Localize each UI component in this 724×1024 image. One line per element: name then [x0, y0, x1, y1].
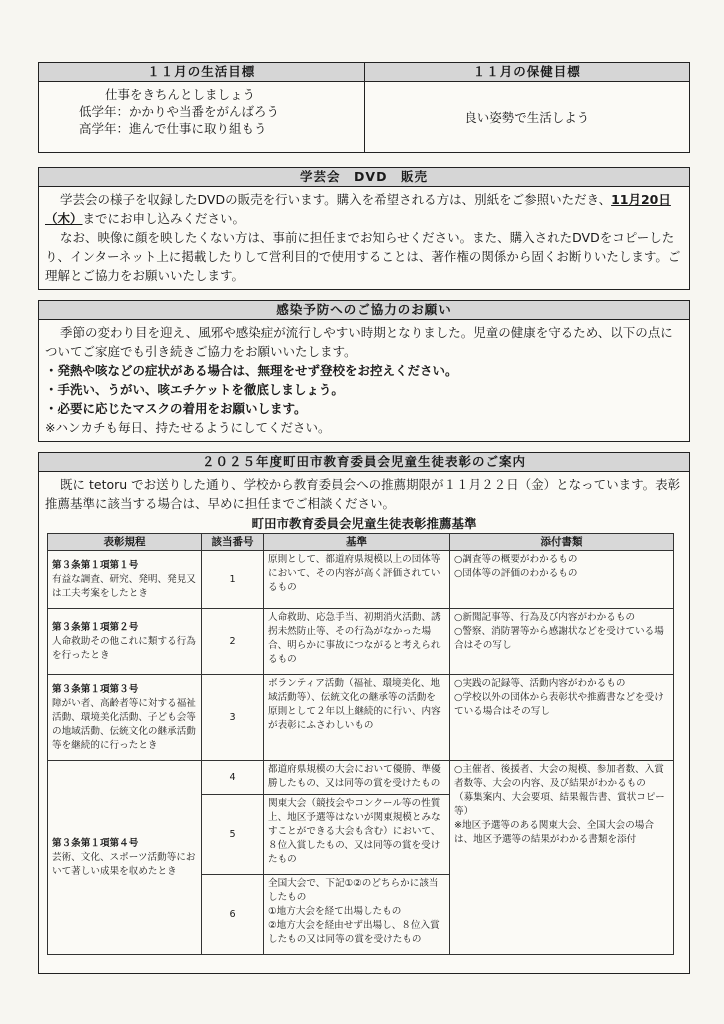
number-cell: 5: [202, 795, 264, 875]
regulation-body: 障がい者、高齢者等に対する福祉活動、環境美化活動、子ども会等の地域活動、伝統文化の継承活動等を継続的に行ったとき: [52, 697, 196, 751]
regulation-cell: [48, 761, 202, 955]
criteria-cell: 原則として、都道府県規模以上の団体等において、その内容が高く評価されているもの: [264, 551, 450, 609]
criteria-cell: ボランティア活動（福祉、環境美化、地域活動等）、伝統文化の継承等の活動を原則として２年以上継続的に行い、内容が表彰にふさわしいもの: [264, 675, 450, 761]
criteria-cell: 関東大会（競技会やコンクール等の性質上、地区予選等はないが関東規模とみなすことができる大会も含む）において、８位入賞したもの、又は同等の賞を受けたもの: [264, 795, 450, 875]
regulation-body: 有益な調査、研究、発明、発見又は工夫考案をしたとき: [52, 573, 196, 599]
dvd-sale-box: [38, 167, 690, 290]
attachment-item: ○調査等の概要がわかるもの: [454, 554, 578, 565]
attachment-item: ○実践の記録等、活動内容がわかるもの: [454, 678, 626, 689]
dvd-paragraph-2: なお、映像に顔を映したくない方は、事前に担任までお知らせください。また、購入されたDVDをコピーしたり、インターネット上に掲載したりして営利目的で使用することは、著作権の関係から固くお断りいたします。ご理解とご協力をお願いいたします。: [45, 230, 681, 283]
dvd-paragraph-1: [45, 190, 683, 228]
regulation-head: 第３条第１項第３号: [52, 683, 139, 695]
dvd-text-end: までにお申し込みください。: [82, 211, 246, 226]
life-goal-line: 低学年：かかりや当番をがんばろう: [79, 104, 280, 119]
attachment-item: ○新聞記事等、行為及び内容がわかるもの: [454, 612, 636, 623]
regulation-head: 第３条第１項第１号: [52, 559, 139, 571]
header-number: 該当番号: [202, 534, 264, 551]
regulation-cell: [48, 609, 202, 675]
header-regulation: 表彰規程: [48, 534, 202, 551]
number-cell: 1: [202, 551, 264, 609]
award-paragraph: 既に tetoru でお送りした通り、学校から教育委員会への推薦期限が１１月２２日（金）となっています。表彰推薦基準に該当する場合は、早めに担任までご相談ください。: [45, 477, 681, 511]
criteria-cell: 人命救助、応急手当、初期消火活動、誘拐未然防止等、その行為がなかった場合、明らかに事故につながると考えられるもの: [264, 609, 450, 675]
infection-note: ※ハンカチも毎日、持たせるようにしてください。: [45, 420, 331, 435]
attachment-cell: [450, 609, 674, 675]
attachment-item: ○団体等の評価のわかるもの: [454, 568, 578, 579]
table-row: [48, 551, 674, 609]
dvd-text: 学芸会の様子を収録したDVDの販売を行います。購入を希望される方は、別紙をご参照いただき、: [60, 192, 612, 207]
life-goal-line: 仕事をきちんとしましょう: [105, 87, 256, 102]
table-row: [48, 609, 674, 675]
criteria-text: 全国大会で、下記①②のどちらかに該当したもの: [268, 878, 439, 903]
health-goal-title: １１月の保健目標: [365, 63, 690, 82]
regulation-body: 芸術、文化、スポーツ活動等において著しい成果を収めたとき: [52, 851, 196, 877]
attachment-item: ○主催者、後援者、大会の規模、参加者数、入賞者数等、大会の内容、及び結果がわかるもの: [454, 764, 664, 789]
criteria-cell: [264, 875, 450, 955]
attachment-cell: [450, 761, 674, 955]
regulation-body: 人命救助その他これに類する行為を行ったとき: [52, 635, 196, 661]
infection-title: 感染予防へのご協力のお願い: [39, 301, 689, 320]
regulation-head: 第３条第１項第２号: [52, 621, 139, 633]
regulation-cell: [48, 675, 202, 761]
award-criteria-table: [47, 533, 674, 955]
infection-intro: 季節の変わり目を迎え、風邪や感染症が流行しやすい時期となりました。児童の健康を守るため、以下の点についてご家庭でも引き続きご協力をお願いいたします。: [45, 325, 673, 359]
award-table-title: 町田市教育委員会児童生徒表彰推薦基準: [251, 516, 477, 531]
header-attachments: 添付書類: [450, 534, 674, 551]
goals-box: [38, 62, 690, 153]
table-row: [48, 761, 674, 795]
health-goal-column: [364, 63, 690, 152]
criteria-cell: 都道府県規模の大会において優勝、準優勝したもの、又は同等の賞を受けたもの: [264, 761, 450, 795]
life-goal-body: [39, 82, 364, 137]
number-cell: 2: [202, 609, 264, 675]
attachment-item: ○学校以外の団体から表彰状や推薦書などを受けている場合はその写し: [454, 692, 664, 717]
criteria-item: ②地方大会を経由せず出場し、８位入賞したもの又は同等の賞を受けたもの: [268, 920, 440, 945]
attachment-item: ※地区予選等のある関東大会、全国大会の場合は、地区予選等の結果がわかる書類を添付: [454, 820, 654, 845]
infection-point: ・手洗い、うがい、咳エチケットを徹底しましょう。: [45, 382, 344, 397]
infection-point: ・発熱や咳などの症状がある場合は、無理をせず登校をお控えください。: [45, 363, 458, 378]
number-cell: 6: [202, 875, 264, 955]
regulation-cell: [48, 551, 202, 609]
table-header-row: [48, 534, 674, 551]
dvd-sale-title: 学芸会 DVD 販売: [39, 168, 689, 187]
attachment-item: （募集案内、大会要項、結果報告書、賞状コピー等）: [454, 792, 665, 817]
table-row: [48, 675, 674, 761]
header-criteria: 基準: [264, 534, 450, 551]
infection-prevention-box: [38, 300, 690, 442]
award-title: ２０２５年度町田市教育委員会児童生徒表彰のご案内: [39, 453, 689, 472]
life-goal-line: 高学年：進んで仕事に取り組もう: [79, 121, 267, 136]
number-cell: 4: [202, 761, 264, 795]
attachment-item: ○警察、消防署等から感謝状などを受けている場合はその写し: [454, 626, 664, 651]
life-goal-column: [39, 63, 364, 152]
infection-point: ・必要に応じたマスクの着用をお願いします。: [45, 401, 307, 416]
dvd-deadline: 11月20日（木）: [45, 192, 671, 226]
attachment-cell: [450, 551, 674, 609]
award-box: [38, 452, 690, 974]
life-goal-title: １１月の生活目標: [39, 63, 364, 82]
number-cell: 3: [202, 675, 264, 761]
health-goal-text: 良い姿勢で生活しよう: [464, 110, 590, 125]
newsletter-page: [38, 62, 690, 974]
regulation-head: 第３条第１項第４号: [52, 837, 139, 849]
criteria-item: ①地方大会を経て出場したもの: [268, 906, 402, 917]
attachment-cell: [450, 675, 674, 761]
